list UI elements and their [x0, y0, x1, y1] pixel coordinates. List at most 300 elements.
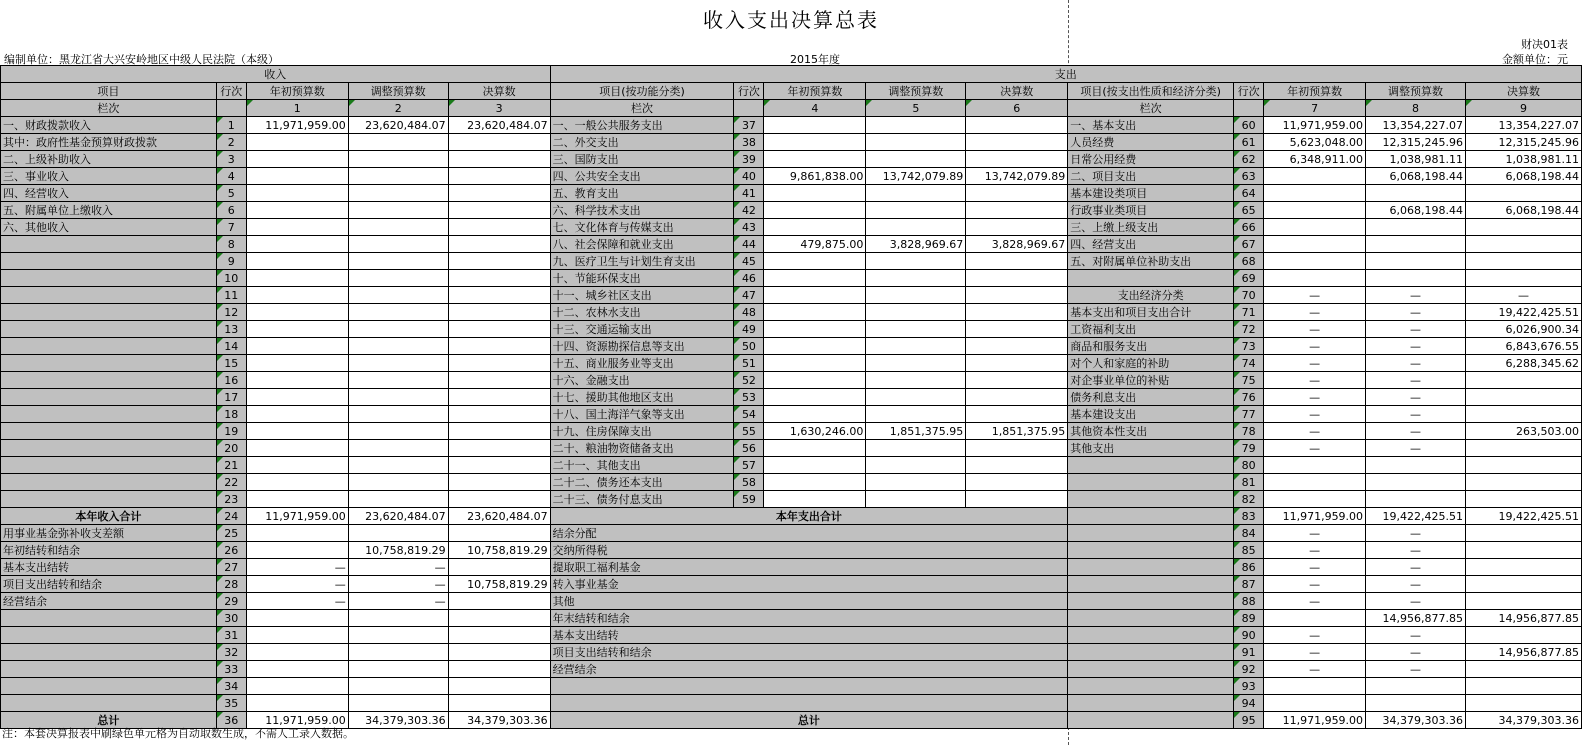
amount-cell[interactable]: [246, 406, 348, 423]
amount-cell[interactable]: [246, 134, 348, 151]
row-no-header[interactable]: 行次: [1234, 83, 1264, 100]
functional-item-label[interactable]: 十七、援助其他地区支出: [550, 389, 734, 406]
income-item-label[interactable]: [1, 338, 217, 355]
amount-cell[interactable]: —: [1264, 440, 1366, 457]
amount-cell[interactable]: [246, 627, 348, 644]
row-number[interactable]: 53: [734, 389, 764, 406]
amount-cell[interactable]: [448, 236, 550, 253]
economic-item-label[interactable]: 基本支出和项目支出合计: [1068, 304, 1234, 321]
row-no-cell[interactable]: [216, 100, 246, 117]
income-item-label[interactable]: [1, 440, 217, 457]
amount-cell[interactable]: [1466, 270, 1582, 287]
initial-budget-header[interactable]: 年初预算数: [764, 83, 866, 100]
amount-cell[interactable]: 11,971,959.00: [246, 712, 348, 729]
amount-cell[interactable]: —: [1366, 559, 1466, 576]
row-no-header[interactable]: 行次: [734, 83, 764, 100]
economic-item-label[interactable]: 债务利息支出: [1068, 389, 1234, 406]
row-number[interactable]: 92: [1234, 661, 1264, 678]
amount-cell[interactable]: [866, 440, 966, 457]
amount-cell[interactable]: [246, 236, 348, 253]
functional-item-label[interactable]: 十九、住房保障支出: [550, 423, 734, 440]
summary-item-label[interactable]: [550, 695, 1068, 712]
amount-cell[interactable]: [448, 593, 550, 610]
expense-section-header[interactable]: 支出: [550, 66, 1581, 83]
income-item-label[interactable]: [1, 678, 217, 695]
amount-cell[interactable]: 13,742,079.89: [866, 168, 966, 185]
amount-cell[interactable]: [246, 270, 348, 287]
adjusted-budget-header[interactable]: 调整预算数: [1366, 83, 1466, 100]
amount-cell[interactable]: [764, 304, 866, 321]
amount-cell[interactable]: [1466, 389, 1582, 406]
row-number[interactable]: 67: [1234, 236, 1264, 253]
amount-cell[interactable]: [246, 338, 348, 355]
row-number[interactable]: 2: [216, 134, 246, 151]
amount-cell[interactable]: —: [1264, 542, 1366, 559]
amount-cell[interactable]: [348, 389, 448, 406]
amount-cell[interactable]: [448, 338, 550, 355]
amount-cell[interactable]: [448, 627, 550, 644]
row-number[interactable]: 4: [216, 168, 246, 185]
economic-item-label[interactable]: 五、对附属单位补助支出: [1068, 253, 1234, 270]
amount-cell[interactable]: [246, 219, 348, 236]
functional-item-label[interactable]: 十八、国土海洋气象等支出: [550, 406, 734, 423]
amount-cell[interactable]: [1366, 678, 1466, 695]
amount-cell[interactable]: [448, 287, 550, 304]
amount-cell[interactable]: [866, 389, 966, 406]
amount-cell[interactable]: [348, 525, 448, 542]
amount-cell[interactable]: [866, 321, 966, 338]
row-number[interactable]: 28: [216, 576, 246, 593]
amount-cell[interactable]: 19,422,425.51: [1366, 508, 1466, 525]
amount-cell[interactable]: [764, 440, 866, 457]
functional-item-label[interactable]: 三、国防支出: [550, 151, 734, 168]
row-number[interactable]: 26: [216, 542, 246, 559]
column-label-cell[interactable]: 栏次: [1068, 100, 1234, 117]
row-number[interactable]: 15: [216, 355, 246, 372]
amount-cell[interactable]: [764, 474, 866, 491]
economic-item-label[interactable]: 其他资本性支出: [1068, 423, 1234, 440]
row-number[interactable]: 22: [216, 474, 246, 491]
column-number-cell[interactable]: 4: [764, 100, 866, 117]
amount-cell[interactable]: —: [1264, 304, 1366, 321]
amount-cell[interactable]: [1366, 253, 1466, 270]
amount-cell[interactable]: [764, 406, 866, 423]
amount-cell[interactable]: —: [1264, 644, 1366, 661]
amount-cell[interactable]: —: [348, 593, 448, 610]
summary-item-label[interactable]: 转入事业基金: [550, 576, 1068, 593]
amount-cell[interactable]: [348, 474, 448, 491]
economic-item-label[interactable]: [1068, 508, 1234, 525]
row-number[interactable]: 75: [1234, 372, 1264, 389]
amount-cell[interactable]: [764, 202, 866, 219]
amount-cell[interactable]: [448, 253, 550, 270]
income-item-label[interactable]: [1, 321, 217, 338]
row-number[interactable]: 27: [216, 559, 246, 576]
amount-cell[interactable]: [966, 355, 1068, 372]
amount-cell[interactable]: [866, 406, 966, 423]
amount-cell[interactable]: 10,758,819.29: [448, 576, 550, 593]
amount-cell[interactable]: [246, 321, 348, 338]
amount-cell[interactable]: 34,379,303.36: [1366, 712, 1466, 729]
row-number[interactable]: 40: [734, 168, 764, 185]
amount-cell[interactable]: [966, 185, 1068, 202]
row-number[interactable]: 73: [1234, 338, 1264, 355]
amount-cell[interactable]: [966, 321, 1068, 338]
functional-item-label[interactable]: 六、科学技术支出: [550, 202, 734, 219]
amount-cell[interactable]: [348, 457, 448, 474]
summary-item-label[interactable]: 总计: [550, 712, 1068, 729]
amount-cell[interactable]: [348, 661, 448, 678]
row-number[interactable]: 91: [1234, 644, 1264, 661]
amount-cell[interactable]: [764, 372, 866, 389]
amount-cell[interactable]: —: [1264, 321, 1366, 338]
amount-cell[interactable]: [866, 338, 966, 355]
amount-cell[interactable]: [448, 474, 550, 491]
row-number[interactable]: 50: [734, 338, 764, 355]
row-number[interactable]: 71: [1234, 304, 1264, 321]
summary-item-label[interactable]: 本年支出合计: [550, 508, 1068, 525]
amount-cell[interactable]: [448, 559, 550, 576]
row-number[interactable]: 49: [734, 321, 764, 338]
row-no-cell[interactable]: [1234, 100, 1264, 117]
amount-cell[interactable]: [348, 321, 448, 338]
amount-cell[interactable]: [1466, 661, 1582, 678]
amount-cell[interactable]: [1264, 236, 1366, 253]
amount-cell[interactable]: [866, 304, 966, 321]
row-number[interactable]: 32: [216, 644, 246, 661]
economic-item-header[interactable]: 项目(按支出性质和经济分类): [1068, 83, 1234, 100]
amount-cell[interactable]: [764, 185, 866, 202]
amount-cell[interactable]: [448, 168, 550, 185]
amount-cell[interactable]: 479,875.00: [764, 236, 866, 253]
amount-cell[interactable]: 6,068,198.44: [1466, 168, 1582, 185]
amount-cell[interactable]: [348, 202, 448, 219]
amount-cell[interactable]: —: [1264, 355, 1366, 372]
amount-cell[interactable]: [448, 219, 550, 236]
row-number[interactable]: 82: [1234, 491, 1264, 508]
amount-cell[interactable]: [348, 372, 448, 389]
amount-cell[interactable]: —: [1264, 661, 1366, 678]
economic-item-label[interactable]: 对企事业单位的补贴: [1068, 372, 1234, 389]
income-item-label[interactable]: 本年收入合计: [1, 508, 217, 525]
amount-cell[interactable]: 1,851,375.95: [966, 423, 1068, 440]
income-item-label[interactable]: [1, 644, 217, 661]
amount-cell[interactable]: 10,758,819.29: [348, 542, 448, 559]
economic-item-label[interactable]: 商品和服务支出: [1068, 338, 1234, 355]
amount-cell[interactable]: [448, 440, 550, 457]
amount-cell[interactable]: [1264, 695, 1366, 712]
income-item-label[interactable]: [1, 270, 217, 287]
income-item-label[interactable]: 基本支出结转: [1, 559, 217, 576]
row-number[interactable]: 76: [1234, 389, 1264, 406]
amount-cell[interactable]: 3,828,969.67: [866, 236, 966, 253]
row-number[interactable]: 23: [216, 491, 246, 508]
amount-cell[interactable]: —: [348, 559, 448, 576]
column-number-cell[interactable]: 9: [1466, 100, 1582, 117]
amount-cell[interactable]: [246, 678, 348, 695]
amount-cell[interactable]: —: [246, 559, 348, 576]
amount-cell[interactable]: [866, 474, 966, 491]
functional-item-label[interactable]: 十二、农林水支出: [550, 304, 734, 321]
amount-cell[interactable]: —: [1366, 372, 1466, 389]
amount-cell[interactable]: 23,620,484.07: [448, 117, 550, 134]
row-number[interactable]: 44: [734, 236, 764, 253]
amount-cell[interactable]: 12,315,245.96: [1366, 134, 1466, 151]
amount-cell[interactable]: [246, 661, 348, 678]
amount-cell[interactable]: [1264, 270, 1366, 287]
amount-cell[interactable]: [764, 117, 866, 134]
row-number[interactable]: 61: [1234, 134, 1264, 151]
functional-item-label[interactable]: 二十、粮油物资储备支出: [550, 440, 734, 457]
amount-cell[interactable]: 1,851,375.95: [866, 423, 966, 440]
amount-cell[interactable]: [448, 185, 550, 202]
row-number[interactable]: 16: [216, 372, 246, 389]
amount-cell[interactable]: [1264, 202, 1366, 219]
amount-cell[interactable]: [448, 525, 550, 542]
amount-cell[interactable]: [1466, 253, 1582, 270]
amount-cell[interactable]: 11,971,959.00: [1264, 508, 1366, 525]
amount-cell[interactable]: [348, 168, 448, 185]
final-amount-header[interactable]: 决算数: [448, 83, 550, 100]
amount-cell[interactable]: [1466, 185, 1582, 202]
initial-budget-header[interactable]: 年初预算数: [1264, 83, 1366, 100]
amount-cell[interactable]: [246, 304, 348, 321]
amount-cell[interactable]: 34,379,303.36: [348, 712, 448, 729]
row-number[interactable]: 20: [216, 440, 246, 457]
amount-cell[interactable]: [348, 423, 448, 440]
amount-cell[interactable]: —: [1366, 287, 1466, 304]
column-number-cell[interactable]: 7: [1264, 100, 1366, 117]
row-number[interactable]: 70: [1234, 287, 1264, 304]
income-item-label[interactable]: [1, 474, 217, 491]
economic-item-label[interactable]: 基本建设支出: [1068, 406, 1234, 423]
amount-cell[interactable]: [448, 151, 550, 168]
economic-item-label[interactable]: 其他支出: [1068, 440, 1234, 457]
amount-cell[interactable]: [348, 287, 448, 304]
amount-cell[interactable]: [966, 117, 1068, 134]
amount-cell[interactable]: [966, 202, 1068, 219]
row-number[interactable]: 7: [216, 219, 246, 236]
row-number[interactable]: 88: [1234, 593, 1264, 610]
row-number[interactable]: 54: [734, 406, 764, 423]
summary-item-label[interactable]: 项目支出结转和结余: [550, 644, 1068, 661]
amount-cell[interactable]: —: [1366, 593, 1466, 610]
row-number[interactable]: 34: [216, 678, 246, 695]
amount-cell[interactable]: [866, 270, 966, 287]
economic-item-label[interactable]: [1068, 457, 1234, 474]
amount-cell[interactable]: —: [246, 576, 348, 593]
row-number[interactable]: 9: [216, 253, 246, 270]
income-item-label[interactable]: [1, 627, 217, 644]
amount-cell[interactable]: [1264, 219, 1366, 236]
amount-cell[interactable]: —: [1264, 559, 1366, 576]
amount-cell[interactable]: [348, 627, 448, 644]
row-number[interactable]: 39: [734, 151, 764, 168]
amount-cell[interactable]: [348, 151, 448, 168]
economic-item-label[interactable]: 一、基本支出: [1068, 117, 1234, 134]
amount-cell[interactable]: [764, 389, 866, 406]
functional-item-label[interactable]: 十三、交通运输支出: [550, 321, 734, 338]
amount-cell[interactable]: 23,620,484.07: [348, 508, 448, 525]
income-item-header[interactable]: 项目: [1, 83, 217, 100]
economic-item-label[interactable]: 基本建设类项目: [1068, 185, 1234, 202]
income-item-label[interactable]: 一、财政拨款收入: [1, 117, 217, 134]
amount-cell[interactable]: [246, 423, 348, 440]
income-item-label[interactable]: 其中：政府性基金预算财政拨款: [1, 134, 217, 151]
amount-cell[interactable]: 6,068,198.44: [1366, 202, 1466, 219]
row-number[interactable]: 17: [216, 389, 246, 406]
economic-item-label[interactable]: [1068, 270, 1234, 287]
row-number[interactable]: 42: [734, 202, 764, 219]
amount-cell[interactable]: [448, 202, 550, 219]
amount-cell[interactable]: —: [1264, 593, 1366, 610]
amount-cell[interactable]: [764, 253, 866, 270]
row-number[interactable]: 84: [1234, 525, 1264, 542]
amount-cell[interactable]: [246, 457, 348, 474]
amount-cell[interactable]: [348, 610, 448, 627]
economic-item-label[interactable]: 工资福利支出: [1068, 321, 1234, 338]
functional-item-header[interactable]: 项目(按功能分类): [550, 83, 734, 100]
row-number[interactable]: 38: [734, 134, 764, 151]
amount-cell[interactable]: [448, 644, 550, 661]
amount-cell[interactable]: [448, 406, 550, 423]
economic-item-label[interactable]: [1068, 525, 1234, 542]
amount-cell[interactable]: [1466, 406, 1582, 423]
income-item-label[interactable]: 六、其他收入: [1, 219, 217, 236]
amount-cell[interactable]: [348, 678, 448, 695]
summary-item-label[interactable]: 经营结余: [550, 661, 1068, 678]
row-number[interactable]: 58: [734, 474, 764, 491]
amount-cell[interactable]: [966, 151, 1068, 168]
amount-cell[interactable]: [448, 678, 550, 695]
economic-item-label[interactable]: 日常公用经费: [1068, 151, 1234, 168]
column-label-cell[interactable]: 栏次: [1, 100, 217, 117]
amount-cell[interactable]: [348, 406, 448, 423]
amount-cell[interactable]: [246, 644, 348, 661]
amount-cell[interactable]: 11,971,959.00: [246, 508, 348, 525]
amount-cell[interactable]: [1264, 168, 1366, 185]
amount-cell[interactable]: [246, 542, 348, 559]
adjusted-budget-header[interactable]: 调整预算数: [348, 83, 448, 100]
amount-cell[interactable]: —: [1264, 389, 1366, 406]
amount-cell[interactable]: [1366, 457, 1466, 474]
economic-item-label[interactable]: [1068, 695, 1234, 712]
amount-cell[interactable]: [866, 253, 966, 270]
amount-cell[interactable]: [764, 355, 866, 372]
amount-cell[interactable]: [866, 151, 966, 168]
amount-cell[interactable]: [448, 372, 550, 389]
amount-cell[interactable]: 9,861,838.00: [764, 168, 866, 185]
row-number[interactable]: 8: [216, 236, 246, 253]
amount-cell[interactable]: —: [1264, 338, 1366, 355]
amount-cell[interactable]: [866, 185, 966, 202]
amount-cell[interactable]: [966, 406, 1068, 423]
amount-cell[interactable]: —: [1264, 372, 1366, 389]
economic-item-label[interactable]: [1068, 712, 1234, 729]
row-number[interactable]: 3: [216, 151, 246, 168]
row-number[interactable]: 1: [216, 117, 246, 134]
row-number[interactable]: 47: [734, 287, 764, 304]
economic-item-label[interactable]: [1068, 474, 1234, 491]
amount-cell[interactable]: [966, 287, 1068, 304]
row-number[interactable]: 52: [734, 372, 764, 389]
amount-cell[interactable]: [866, 117, 966, 134]
functional-item-label[interactable]: 四、公共安全支出: [550, 168, 734, 185]
economic-item-label[interactable]: 对个人和家庭的补助: [1068, 355, 1234, 372]
row-number[interactable]: 11: [216, 287, 246, 304]
amount-cell[interactable]: [1466, 457, 1582, 474]
row-number[interactable]: 51: [734, 355, 764, 372]
amount-cell[interactable]: [246, 610, 348, 627]
summary-item-label[interactable]: 交纳所得税: [550, 542, 1068, 559]
amount-cell[interactable]: [1366, 236, 1466, 253]
amount-cell[interactable]: —: [1264, 423, 1366, 440]
economic-item-label[interactable]: [1068, 678, 1234, 695]
functional-item-label[interactable]: 九、医疗卫生与计划生育支出: [550, 253, 734, 270]
economic-item-label[interactable]: 三、上缴上级支出: [1068, 219, 1234, 236]
adjusted-budget-header[interactable]: 调整预算数: [866, 83, 966, 100]
amount-cell[interactable]: [1264, 253, 1366, 270]
amount-cell[interactable]: [348, 644, 448, 661]
functional-item-label[interactable]: 五、教育支出: [550, 185, 734, 202]
functional-item-label[interactable]: 七、文化体育与传媒支出: [550, 219, 734, 236]
income-item-label[interactable]: [1, 610, 217, 627]
amount-cell[interactable]: [1264, 185, 1366, 202]
amount-cell[interactable]: [246, 253, 348, 270]
row-number[interactable]: 93: [1234, 678, 1264, 695]
income-item-label[interactable]: 总计: [1, 712, 217, 729]
amount-cell[interactable]: 19,422,425.51: [1466, 304, 1582, 321]
summary-item-label[interactable]: 其他: [550, 593, 1068, 610]
income-item-label[interactable]: 二、上级补助收入: [1, 151, 217, 168]
amount-cell[interactable]: [966, 253, 1068, 270]
row-number[interactable]: 94: [1234, 695, 1264, 712]
amount-cell[interactable]: [866, 219, 966, 236]
row-number[interactable]: 59: [734, 491, 764, 508]
amount-cell[interactable]: 11,971,959.00: [246, 117, 348, 134]
amount-cell[interactable]: [966, 440, 1068, 457]
amount-cell[interactable]: [764, 134, 866, 151]
amount-cell[interactable]: [966, 270, 1068, 287]
amount-cell[interactable]: 34,379,303.36: [1466, 712, 1582, 729]
income-section-header[interactable]: 收入: [1, 66, 551, 83]
row-number[interactable]: 18: [216, 406, 246, 423]
row-number[interactable]: 31: [216, 627, 246, 644]
amount-cell[interactable]: [866, 491, 966, 508]
amount-cell[interactable]: [966, 219, 1068, 236]
amount-cell[interactable]: [764, 151, 866, 168]
column-number-cell[interactable]: 5: [866, 100, 966, 117]
functional-item-label[interactable]: 十一、城乡社区支出: [550, 287, 734, 304]
economic-item-label[interactable]: 四、经营支出: [1068, 236, 1234, 253]
amount-cell[interactable]: 1,038,981.11: [1366, 151, 1466, 168]
amount-cell[interactable]: [448, 457, 550, 474]
amount-cell[interactable]: [348, 355, 448, 372]
row-number[interactable]: 63: [1234, 168, 1264, 185]
amount-cell[interactable]: [1264, 474, 1366, 491]
income-item-label[interactable]: 项目支出结转和结余: [1, 576, 217, 593]
final-amount-header[interactable]: 决算数: [966, 83, 1068, 100]
income-item-label[interactable]: [1, 355, 217, 372]
row-number[interactable]: 79: [1234, 440, 1264, 457]
summary-item-label[interactable]: [550, 678, 1068, 695]
amount-cell[interactable]: [1466, 474, 1582, 491]
amount-cell[interactable]: [246, 695, 348, 712]
row-number[interactable]: 33: [216, 661, 246, 678]
amount-cell[interactable]: [866, 202, 966, 219]
amount-cell[interactable]: [1466, 678, 1582, 695]
amount-cell[interactable]: [966, 304, 1068, 321]
